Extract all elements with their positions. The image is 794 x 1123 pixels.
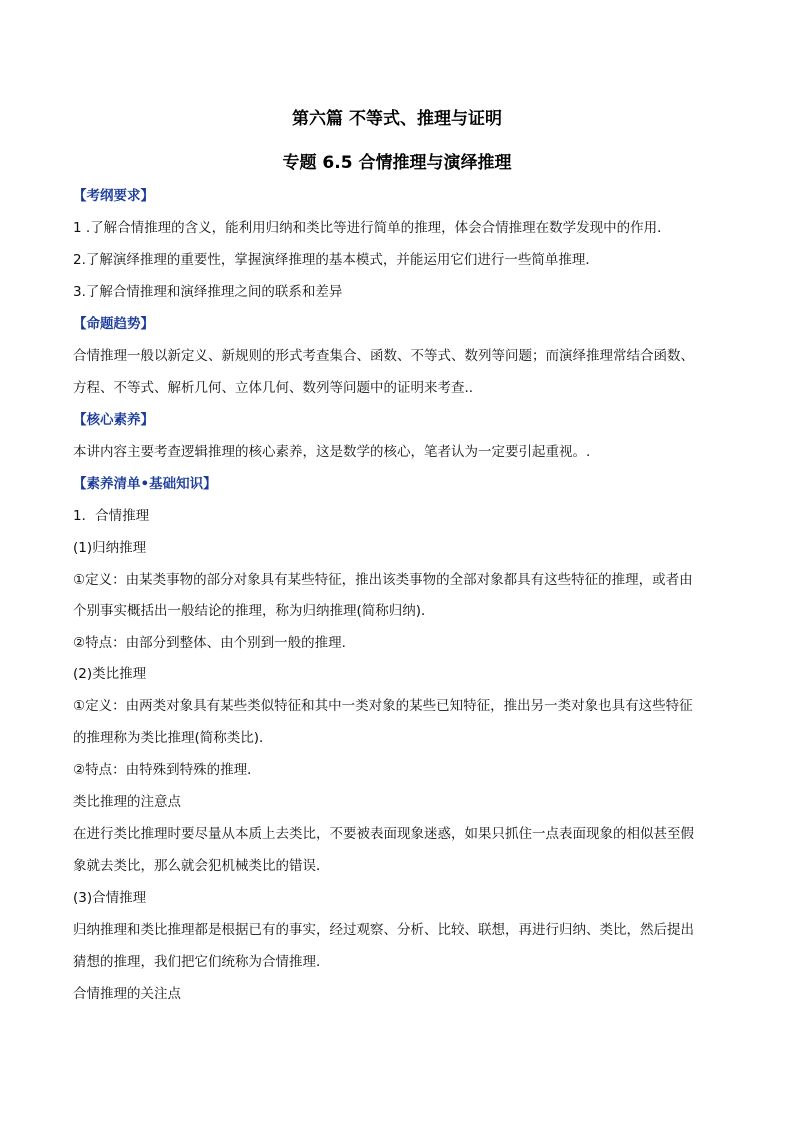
- paragraph-line: ②特点：由特殊到特殊的推理．: [73, 762, 261, 778]
- paragraph-line: 象就去类比，那么就会犯机械类比的错误．: [73, 858, 330, 874]
- paragraph-line: 的推理称为类比推理(简称类比)．: [73, 730, 273, 746]
- paragraph-line: (3)合情推理: [73, 890, 147, 906]
- paragraph-line: 归纳推理和类比推理都是根据已有的事实，经过观察、分析、比较、联想，再进行归纳、类比，然后提出: [73, 922, 694, 938]
- paragraph-line: 3.了解合情推理和演绎推理之间的联系和差异: [73, 284, 343, 300]
- paragraph-line: 方程、不等式、解析几何、立体几何、数列等问题中的证明来考查..: [73, 380, 474, 396]
- paragraph-line: (1)归纳推理: [73, 540, 147, 556]
- paragraph-line: 1．合情推理: [73, 508, 150, 524]
- paragraph-line: ②特点：由部分到整体、由个别到一般的推理．: [73, 635, 356, 651]
- paragraph-line: 个别事实概括出一般结论的推理，称为归纳推理(简称归纳)．: [73, 603, 435, 619]
- section-heading-trend: 【命题趋势】: [73, 316, 154, 332]
- paragraph-line: 1 .了解合情推理的含义，能利用归纳和类比等进行简单的推理，体会合情推理在数学发现中的作用．: [73, 220, 671, 236]
- section-heading-syllabus: 【考纲要求】: [73, 188, 154, 204]
- paragraph-line: ①定义：由两类对象具有某些类似特征和其中一类对象的某些已知特征，推出另一类对象也具有这些特征: [73, 698, 693, 714]
- paragraph-line: ①定义：由某类事物的部分对象具有某些特征，推出该类事物的全部对象都具有这些特征的推理，或者由: [73, 572, 693, 588]
- paragraph-line: 在进行类比推理时要尽量从本质上去类比，不要被表面现象迷惑，如果只抓住一点表面现象的相似甚至假: [73, 826, 694, 842]
- section-heading-basics: 【素养清单•基础知识】: [73, 476, 217, 492]
- paragraph-line: (2)类比推理: [73, 666, 147, 682]
- paragraph-line: 类比推理的注意点: [73, 794, 181, 810]
- chapter-title: 第六篇 不等式、推理与证明: [292, 109, 502, 129]
- paragraph-line: 2.了解演绎推理的重要性，掌握演绎推理的基本模式，并能运用它们进行一些简单推理．: [73, 252, 599, 268]
- paragraph-line: 本讲内容主要考查逻辑推理的核心素养，这是数学的核心，笔者认为一定要引起重视。.: [73, 444, 591, 460]
- topic-title: 专题 6.5 合情推理与演绎推理: [282, 153, 512, 173]
- paragraph-line: 合情推理一般以新定义、新规则的形式考查集合、函数、不等式、数列等问题；而演绎推理常结合函数、: [73, 348, 694, 364]
- paragraph-line: 猜想的推理，我们把它们统称为合情推理．: [73, 954, 330, 970]
- paragraph-line: 合情推理的关注点: [73, 986, 181, 1002]
- section-heading-literacy: 【核心素养】: [73, 412, 154, 428]
